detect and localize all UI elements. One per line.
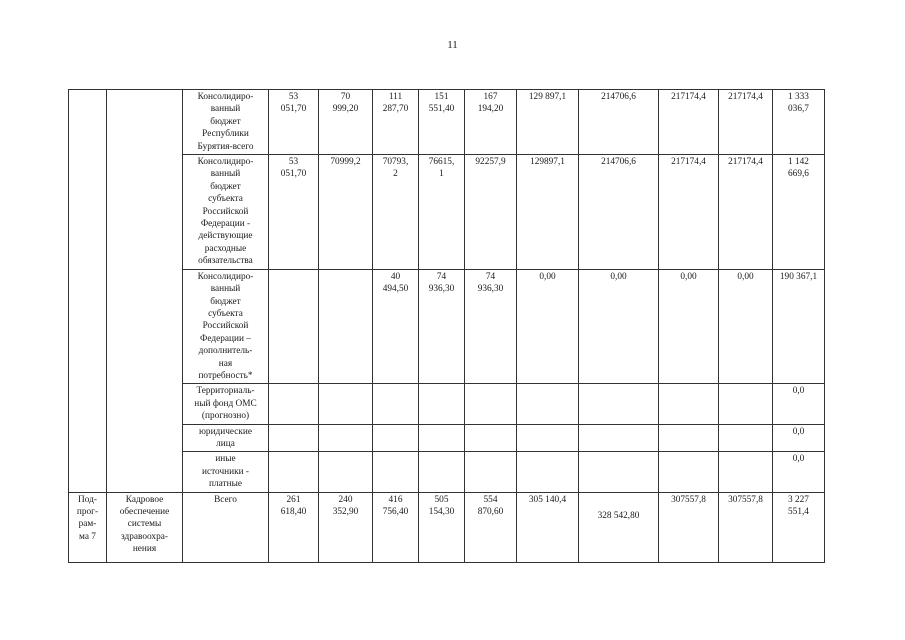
value-cell-2023: 307557,8	[719, 492, 773, 562]
value-cell-2018: 505 154,30	[419, 492, 465, 562]
page-number: 11	[447, 39, 458, 51]
value-cell-2015	[269, 269, 319, 384]
value-cell-2023: 217174,4	[719, 155, 773, 270]
value-cell-2018: 74 936,30	[419, 269, 465, 384]
value-cell-2022	[659, 452, 719, 492]
value-cell-2019: 92257,9	[465, 155, 517, 270]
value-cell-2019: 167 194,20	[465, 90, 517, 155]
value-cell-total: 1 333 036,7	[773, 90, 825, 155]
value-cell-2015: 53 051,70	[269, 155, 319, 270]
source-cell: иные источники - платные	[183, 452, 269, 492]
value-cell-2020	[517, 384, 579, 424]
source-cell: Всего	[183, 492, 269, 562]
value-cell-2019: 74 936,30	[465, 269, 517, 384]
value-cell-2020: 305 140,4	[517, 492, 579, 562]
value-cell-2022	[659, 424, 719, 452]
value-cell-2022	[659, 384, 719, 424]
value-cell-2015: 261 618,40	[269, 492, 319, 562]
value-cell-2021: 328 542,80	[579, 492, 659, 562]
table-row	[69, 90, 825, 155]
table-row	[69, 269, 825, 384]
value-cell-2017: 416 756,40	[373, 492, 419, 562]
value-cell-2016: 70 999,20	[319, 90, 373, 155]
value-cell-2015	[269, 384, 319, 424]
value-cell-total: 3 227 551,4	[773, 492, 825, 562]
value-cell-2023	[719, 424, 773, 452]
source-cell: Консолидиро- ванный бюджет субъекта Российской Федерации – дополнитель- ная потребность*	[183, 269, 269, 384]
value-cell-2015: 53 051,70	[269, 90, 319, 155]
value-cell-2020	[517, 424, 579, 452]
value-cell-2018: 76615, 1	[419, 155, 465, 270]
table-row	[69, 384, 825, 424]
value-cell-2020: 129 897,1	[517, 90, 579, 155]
value-cell-2023	[719, 384, 773, 424]
value-cell-2021	[579, 384, 659, 424]
value-cell-2017	[373, 452, 419, 492]
value-cell-total: 0,0	[773, 424, 825, 452]
value-cell-2022: 217174,4	[659, 90, 719, 155]
value-cell-2023: 217174,4	[719, 90, 773, 155]
program-cell	[69, 90, 107, 493]
value-cell-2021: 214706,6	[579, 155, 659, 270]
value-cell-2017: 70793, 2	[373, 155, 419, 270]
source-cell: Консолидиро- ванный бюджет субъекта Российской Федерации - действующие расходные обязательства	[183, 155, 269, 270]
value-cell-2018	[419, 384, 465, 424]
value-cell-2016	[319, 424, 373, 452]
value-cell-2021: 0,00	[579, 269, 659, 384]
source-cell: Консолидиро- ванный бюджет Республики Бурятия-всего	[183, 90, 269, 155]
value-cell-2015	[269, 424, 319, 452]
value-cell-2020: 129897,1	[517, 155, 579, 270]
value-cell-2022: 217174,4	[659, 155, 719, 270]
value-cell-2021	[579, 424, 659, 452]
value-cell-2022: 307557,8	[659, 492, 719, 562]
table-row	[69, 155, 825, 270]
value-cell-2020	[517, 452, 579, 492]
value-cell-2020: 0,00	[517, 269, 579, 384]
program-name-cell	[107, 90, 183, 493]
value-cell-2023	[719, 452, 773, 492]
value-cell-2016	[319, 269, 373, 384]
value-cell-2021	[579, 452, 659, 492]
value-cell-2016: 240 352,90	[319, 492, 373, 562]
program-cell: Под- прог- рам- ма 7	[69, 492, 107, 562]
budget-table	[68, 89, 825, 563]
table-row	[69, 452, 825, 492]
value-cell-2023: 0,00	[719, 269, 773, 384]
value-cell-2019	[465, 452, 517, 492]
value-cell-total: 190 367,1	[773, 269, 825, 384]
value-cell-2018	[419, 452, 465, 492]
value-cell-2016: 70999,2	[319, 155, 373, 270]
source-cell: юридические лица	[183, 424, 269, 452]
table-row	[69, 424, 825, 452]
value-cell-2021: 214706,6	[579, 90, 659, 155]
program-name-cell: Кадровое обеспечение системы здравоохра- нения	[107, 492, 183, 562]
table-row	[69, 492, 825, 562]
source-cell: Территориаль- ный фонд ОМС (прогнозно)	[183, 384, 269, 424]
value-cell-2017: 111 287,70	[373, 90, 419, 155]
value-cell-2017	[373, 384, 419, 424]
value-cell-total: 0,0	[773, 384, 825, 424]
value-cell-total: 0,0	[773, 452, 825, 492]
value-cell-2019: 554 870,60	[465, 492, 517, 562]
value-cell-2016	[319, 452, 373, 492]
value-cell-2019	[465, 384, 517, 424]
value-cell-total: 1 142 669,6	[773, 155, 825, 270]
value-cell-2018	[419, 424, 465, 452]
value-cell-2018: 151 551,40	[419, 90, 465, 155]
value-cell-2017	[373, 424, 419, 452]
value-cell-2016	[319, 384, 373, 424]
value-cell-2019	[465, 424, 517, 452]
value-cell-2015	[269, 452, 319, 492]
value-cell-2022: 0,00	[659, 269, 719, 384]
value-cell-2017: 40 494,50	[373, 269, 419, 384]
